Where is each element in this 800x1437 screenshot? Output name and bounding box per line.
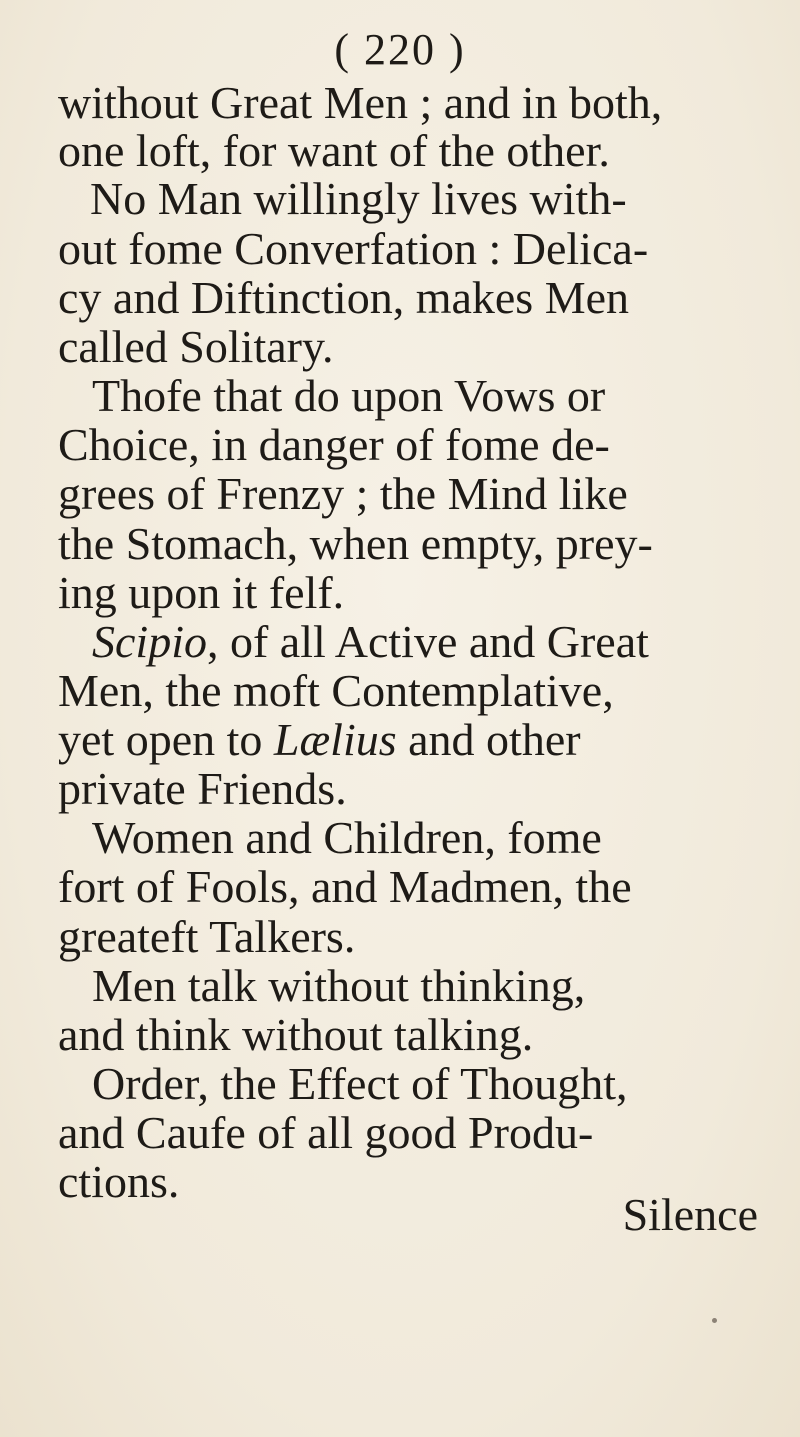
text-line (58, 861, 632, 912)
text-segment: private Friends. (58, 763, 347, 814)
text-line (58, 125, 610, 176)
text-line (58, 321, 334, 372)
text-line (58, 77, 663, 128)
text-segment: grees of Frenzy ; the Mind like (58, 468, 628, 519)
text-segment: Women and Children, fome (92, 812, 602, 863)
page-number: ( 220 ) (334, 25, 466, 74)
text-line (58, 714, 581, 765)
text-segment: and Caufe of all good Produ- (58, 1107, 594, 1158)
text-segment: yet open to (58, 714, 274, 765)
text-line (58, 763, 347, 814)
text-segment: the Stomach, when empty, prey- (58, 518, 653, 569)
text-line (58, 272, 630, 323)
text-segment: No Man willingly lives with- (90, 173, 627, 224)
ink-speck (712, 1318, 717, 1323)
text-line (92, 616, 649, 667)
text-segment: ing upon it felf. (58, 567, 345, 618)
text-line (58, 567, 345, 618)
text-segment: fort of Fools, and Madmen, the (58, 861, 632, 912)
text-segment: ctions. (58, 1156, 180, 1207)
text-segment: Choice, in danger of fome de- (58, 419, 610, 470)
text-segment: Thofe that do upon Vows or (92, 370, 606, 421)
text-line (58, 911, 356, 962)
text-line (58, 518, 653, 569)
text-segment: called Solitary. (58, 321, 334, 372)
text-line (58, 665, 614, 716)
text-line (92, 1058, 628, 1109)
italic-text: Scipio (92, 616, 207, 667)
text-segment: one loft, for want of the other. (58, 125, 610, 176)
text-line (92, 370, 606, 421)
text-segment: Men talk without thinking, (92, 960, 586, 1011)
italic-text: Lælius (273, 714, 397, 765)
text-line (58, 1107, 594, 1158)
text-line (90, 173, 627, 224)
text-segment: , of all Active and Great (206, 616, 649, 667)
text-line (92, 960, 586, 1011)
catchword: Silence (622, 1189, 758, 1240)
text-segment: out fome Converfation : Delica- (58, 223, 649, 274)
text-line (58, 1156, 180, 1207)
text-line (58, 419, 610, 470)
text-segment: and other (396, 714, 581, 765)
text-segment: and think without talking. (58, 1009, 534, 1060)
text-line (58, 468, 628, 519)
text-line (58, 1009, 534, 1060)
text-segment: Men, the moft Contemplative, (58, 665, 614, 716)
text-line (58, 223, 649, 274)
text-segment: without Great Men ; and in both, (58, 77, 663, 128)
text-segment: greateft Talkers. (58, 911, 356, 962)
text-segment: cy and Diftinction, makes Men (58, 272, 630, 323)
text-line (92, 812, 602, 863)
text-segment: Order, the Effect of Thought, (92, 1058, 628, 1109)
